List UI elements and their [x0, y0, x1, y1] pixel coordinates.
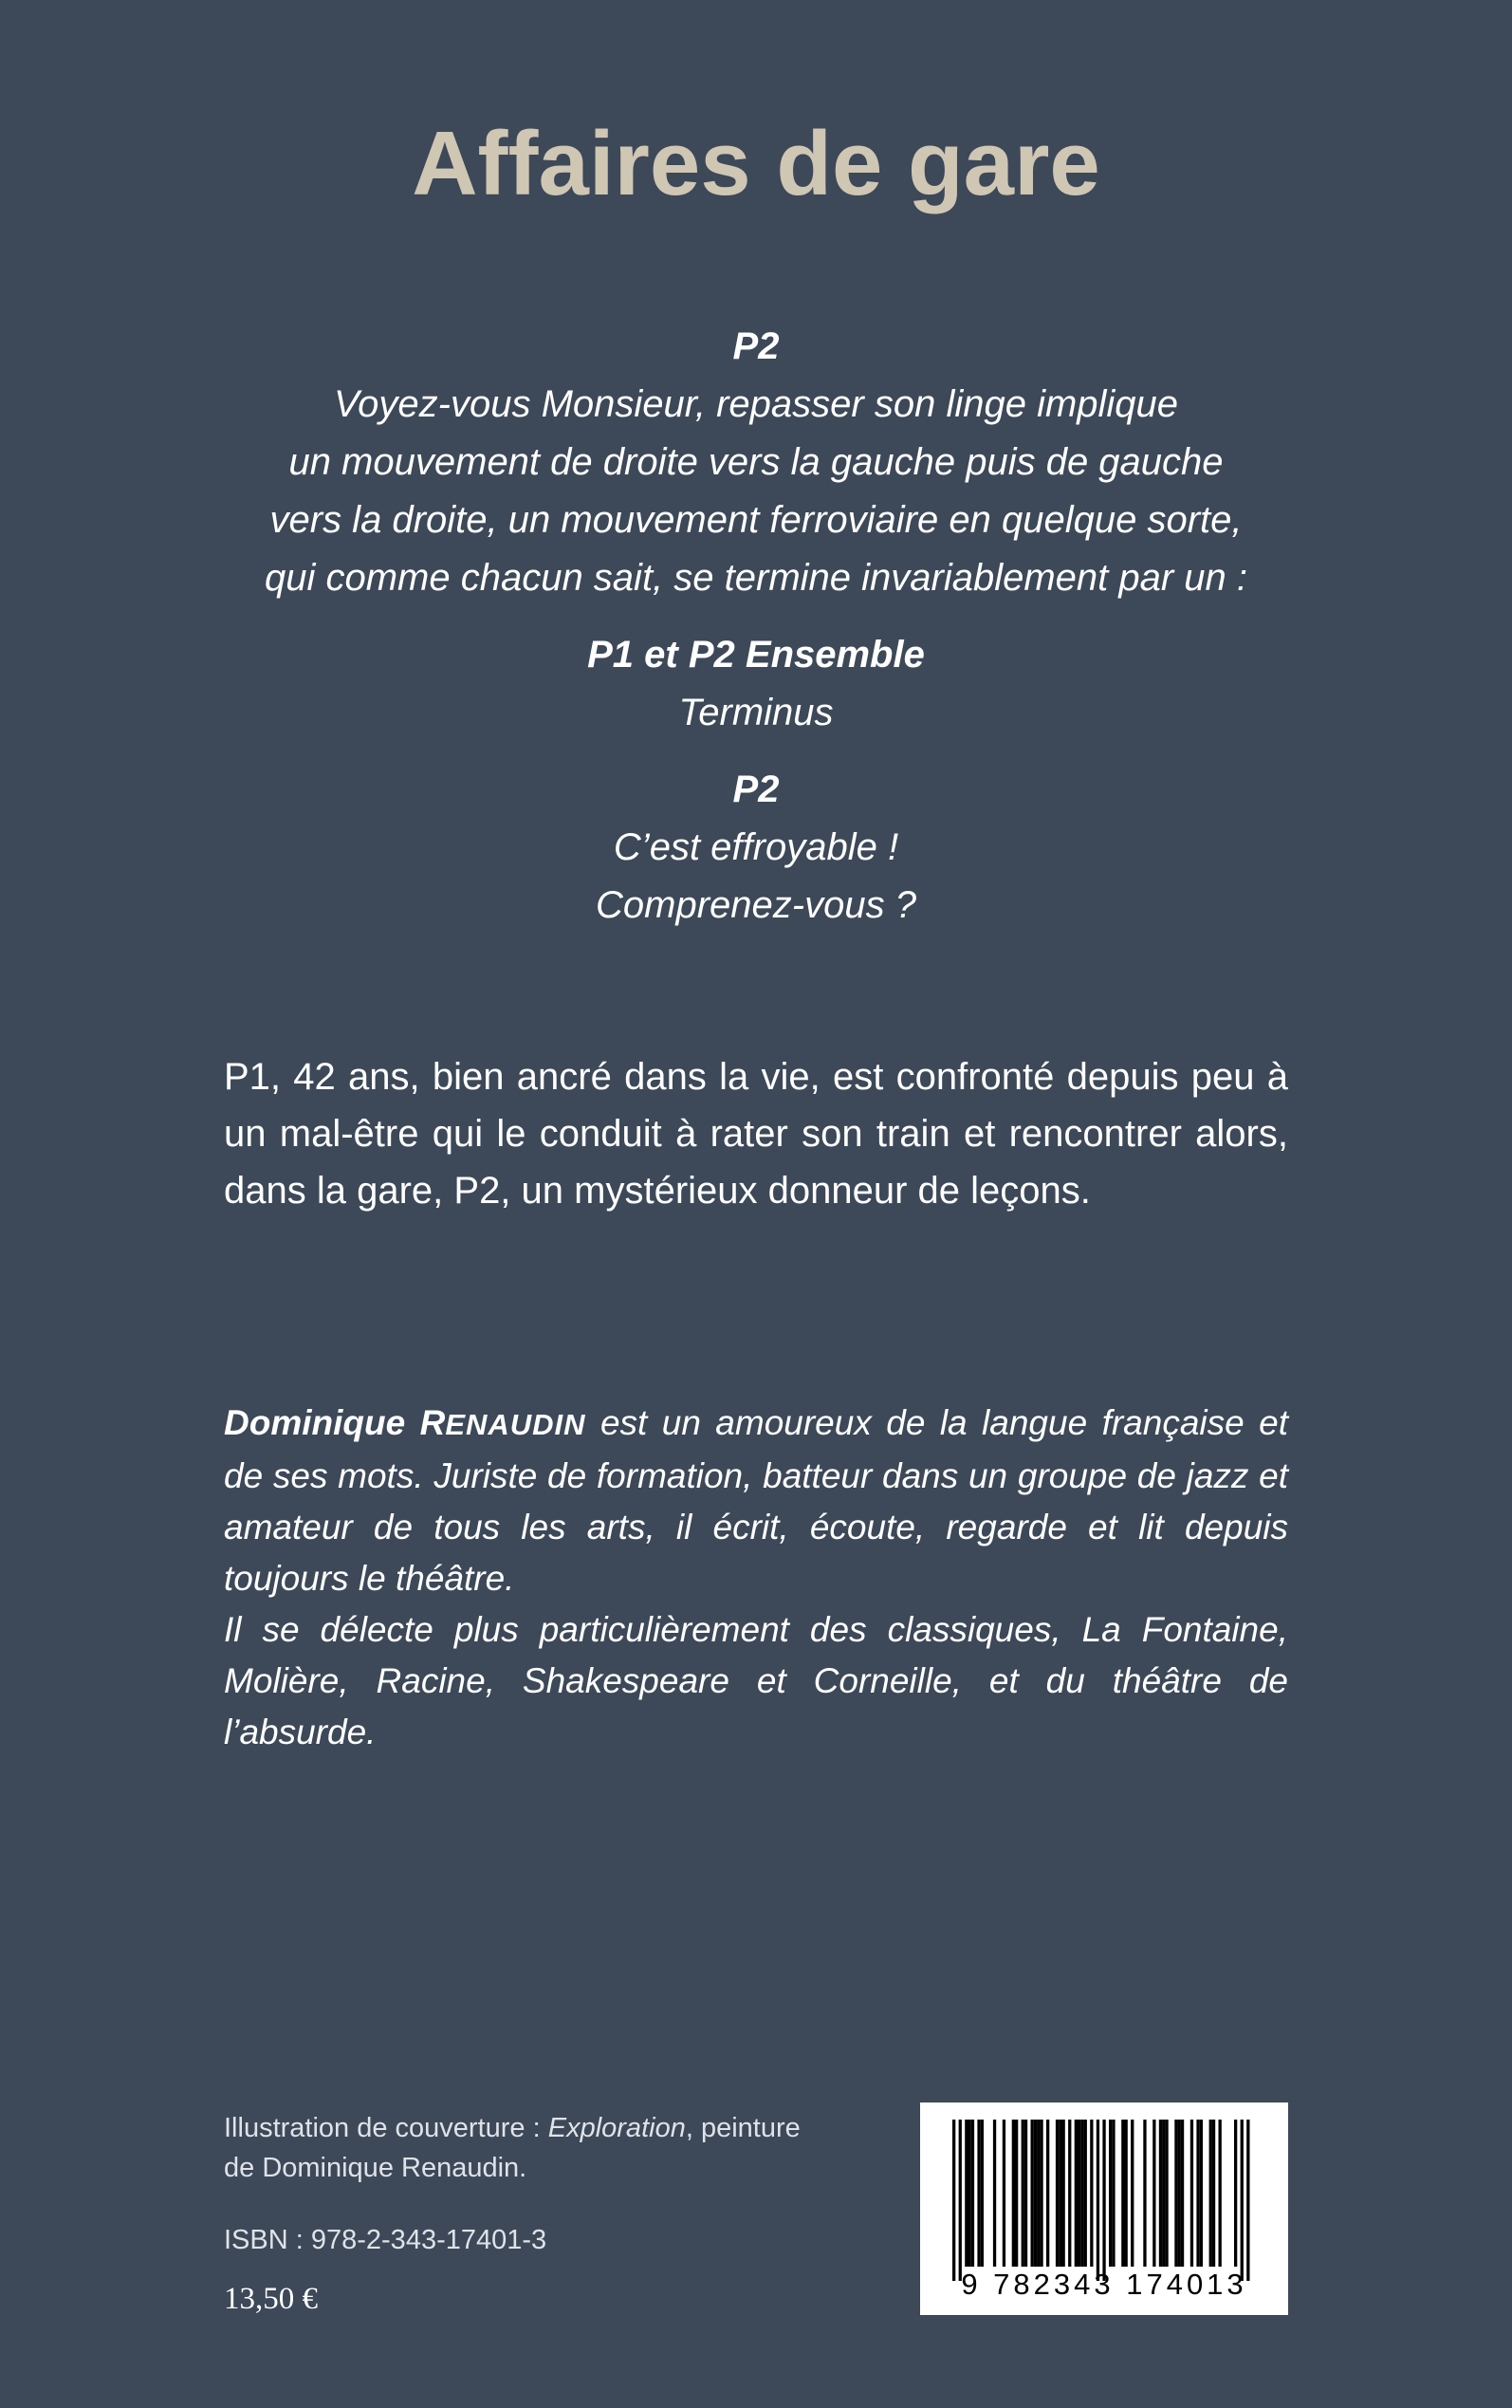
barcode-bar [1059, 2120, 1061, 2267]
speaker-label: P2 [732, 769, 780, 810]
barcode-bar [1246, 2120, 1249, 2281]
credit-prefix: Illustration de couverture : [224, 2113, 548, 2143]
barcode-bar [1209, 2120, 1212, 2267]
barcode-bar [1080, 2120, 1083, 2267]
barcode-bar [968, 2120, 971, 2267]
barcode-bar [1241, 2120, 1244, 2281]
dialogue-line: vers la droite, un mouvement ferroviaire en quelque sorte, [269, 499, 1243, 541]
barcode-bar [1162, 2120, 1165, 2267]
dialogue-line: Voyez-vous Monsieur, repasser son linge implique [333, 383, 1179, 425]
barcode-bar [971, 2120, 974, 2267]
barcode-bar [1037, 2120, 1040, 2267]
barcode-bar [965, 2120, 968, 2267]
barcode-bar [1075, 2120, 1078, 2267]
summary-paragraph: P1, 42 ans, bien ancré dans la vie, est confronté depuis peu à un mal-être qui le conduit à rater son train et rencontrer alors, dans la gare, P2, un mystérieux donneur de leçons. [224, 1056, 1288, 1212]
barcode-bar [1152, 2120, 1155, 2267]
barcode-bar [1068, 2120, 1071, 2267]
barcode-bar [1174, 2120, 1177, 2267]
barcode-bar [1003, 2120, 1005, 2267]
credit-suffix: , peinture [685, 2113, 801, 2143]
dialogue-line: Terminus [678, 692, 834, 733]
barcode-bar [1012, 2120, 1015, 2267]
author-first-name: Dominique [224, 1403, 420, 1442]
speaker-label: P2 [732, 325, 780, 367]
barcode-bar [1062, 2120, 1065, 2267]
barcode-bar [1090, 2120, 1093, 2267]
barcode-bar [1084, 2120, 1087, 2267]
speaker-label: P1 et P2 Ensemble [587, 634, 925, 676]
barcode-bar [1159, 2120, 1162, 2267]
barcode-bar [1097, 2120, 1099, 2281]
barcode-bar [993, 2120, 996, 2267]
barcode-bar [1024, 2120, 1027, 2267]
barcode [920, 2102, 1288, 2315]
credit-line: de Dominique Renaudin. [224, 2153, 527, 2183]
barcode-bar [981, 2120, 984, 2267]
barcode-bar [1102, 2120, 1105, 2281]
barcode-bar [977, 2120, 980, 2267]
price: 13,50 € [224, 2282, 318, 2316]
barcode-bar [1131, 2120, 1134, 2267]
author-name [224, 1403, 586, 1442]
book-title: Affaires de gare [412, 113, 1100, 214]
barcode-bar [1040, 2120, 1042, 2267]
dialogue-line: un mouvement de droite vers la gauche puis de gauche [288, 441, 1224, 483]
isbn: ISBN : 978-2-343-17401-3 [224, 2225, 547, 2255]
barcode-bar [1234, 2120, 1237, 2267]
barcode-bar [1196, 2120, 1199, 2267]
barcode-bar [1125, 2120, 1128, 2267]
barcode-bar [1112, 2120, 1115, 2267]
excerpt [187, 318, 1325, 935]
author-last-name-smallcaps: ENAUDIN [445, 1408, 586, 1441]
barcode-bar [1046, 2120, 1049, 2267]
barcode-bar [1143, 2120, 1146, 2267]
barcode-digits: 9 782343 174013 [961, 2268, 1247, 2301]
dialogue-line: C’est effroyable ! [613, 826, 899, 868]
barcode-bar [1190, 2120, 1193, 2267]
barcode-bar [959, 2120, 962, 2281]
bio-text: Il se délecte plus particulièrement des classiques, La Fontaine, Molière, Racine, Shakespeare et Corneille, et du théâtre de l’absurde. [224, 1610, 1288, 1751]
dialogue-line: qui comme chacun sait, se termine invariablement par un : [264, 557, 1248, 599]
credit-work-title: Exploration [547, 2113, 686, 2143]
barcode-bar [1056, 2120, 1059, 2267]
bio-text: est un amoureux de la langue française et de ses mots. Juriste de formation, batteur dans un groupe de jazz et amateur de tous les arts, il écrit, écoute, regarde et lit depuis toujours le théâtre. [224, 1403, 1288, 1598]
barcode-bar [1178, 2120, 1181, 2267]
illustration-credit [224, 2108, 888, 2188]
barcode-bar [1121, 2120, 1124, 2267]
barcode-bar [1212, 2120, 1215, 2267]
barcode-bar [1022, 2120, 1024, 2267]
author-last-initial: R [419, 1403, 446, 1442]
barcode-bar [1109, 2120, 1112, 2267]
author-bio [224, 1398, 1288, 1758]
barcode-bar [952, 2120, 955, 2281]
barcode-bar [1034, 2120, 1037, 2267]
barcode-bar [1078, 2120, 1080, 2267]
barcode-bar [1165, 2120, 1168, 2267]
barcode-bar [1031, 2120, 1034, 2267]
barcode-bar [1181, 2120, 1184, 2267]
barcode-bar [1200, 2120, 1203, 2267]
barcode-bar [1015, 2120, 1018, 2267]
barcode-bar [1219, 2120, 1222, 2267]
dialogue-line: Comprenez-vous ? [596, 884, 916, 926]
